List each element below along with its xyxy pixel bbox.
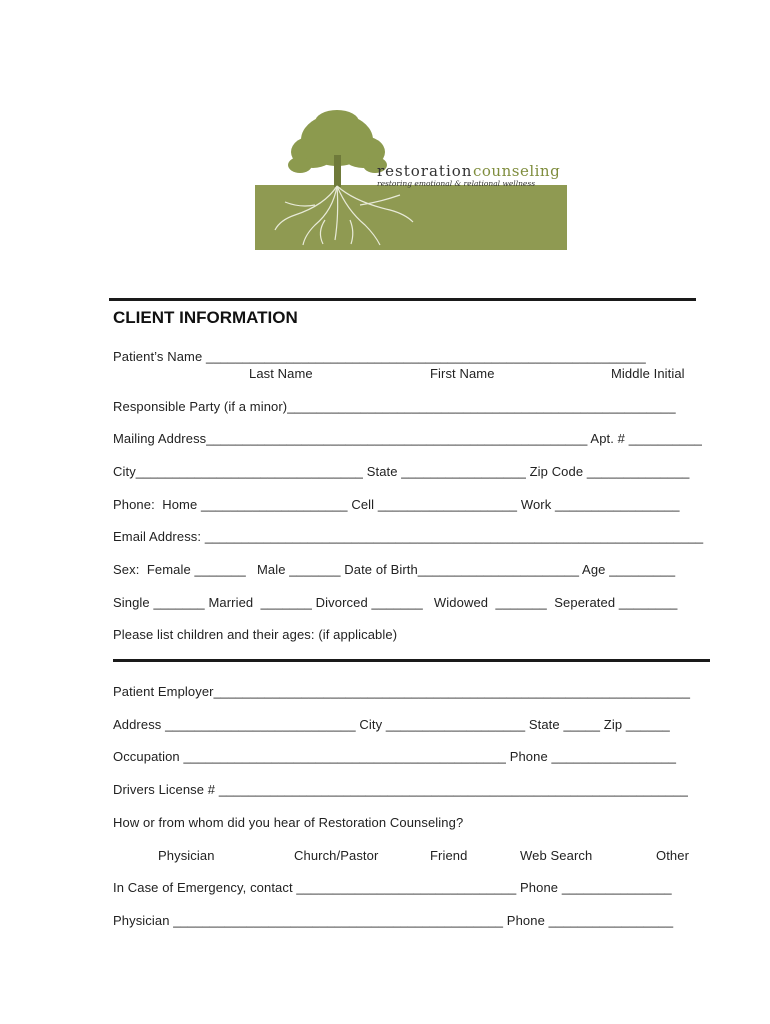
responsible-party-line: Responsible Party (if a minor)_____________________________________________________ <box>113 399 676 414</box>
tree-trunk <box>334 155 341 187</box>
referral-option-church-pastor: Church/Pastor <box>294 848 379 863</box>
email-line: Email Address: ____________________________________________________________________ <box>113 529 704 544</box>
phone-line: Phone: Home ____________________ Cell ___________________ Work _________________ <box>113 497 680 512</box>
logo-brand-part1: restoration <box>377 162 473 180</box>
emergency-contact-line: In Case of Emergency, contact ______________________________ Phone _______________ <box>113 880 672 895</box>
patient-employer-line: Patient Employer_________________________________________________________________ <box>113 684 691 699</box>
middle-divider <box>113 659 710 662</box>
children-line: Please list children and their ages: (if applicable) <box>113 627 398 642</box>
marital-status-line: Single _______ Married _______ Divorced _______ Widowed _______ Seperated ________ <box>113 595 678 610</box>
sex-dob-age-line: Sex: Female _______ Male _______ Date of Birth______________________ Age _________ <box>113 562 676 577</box>
referral-option-friend: Friend <box>430 848 468 863</box>
referral-question: How or from whom did you hear of Restoration Counseling? <box>113 815 464 830</box>
physician-line: Physician _____________________________________________ Phone _________________ <box>113 913 674 928</box>
city-state-zip-line: City_______________________________ State _________________ Zip Code ______________ <box>113 464 690 479</box>
first-name-sublabel: First Name <box>430 366 495 381</box>
logo-green-block <box>255 185 567 250</box>
referral-option-physician: Physician <box>158 848 215 863</box>
form-title: CLIENT INFORMATION <box>113 308 298 327</box>
employer-address-line: Address __________________________ City ___________________ State _____ Zip ______ <box>113 717 670 732</box>
last-name-sublabel: Last Name <box>249 366 313 381</box>
top-divider <box>109 298 696 301</box>
referral-option-other: Other <box>656 848 690 863</box>
patient-name-line: Patient’s Name ____________________________________________________________ <box>113 349 646 364</box>
drivers-license-line: Drivers License # ________________________________________________________________ <box>113 782 688 797</box>
restoration-counseling-logo <box>255 110 567 250</box>
logo-brand-part2: counseling <box>473 162 561 180</box>
logo-tagline: restoring emotional & relational wellness <box>377 179 536 188</box>
mailing-address-line: Mailing Address____________________________________________________ Apt. # __________ <box>113 431 702 446</box>
occupation-line: Occupation ____________________________________________ Phone _________________ <box>113 749 677 764</box>
middle-initial-sublabel: Middle Initial <box>611 366 685 381</box>
referral-option-web-search: Web Search <box>520 848 593 863</box>
